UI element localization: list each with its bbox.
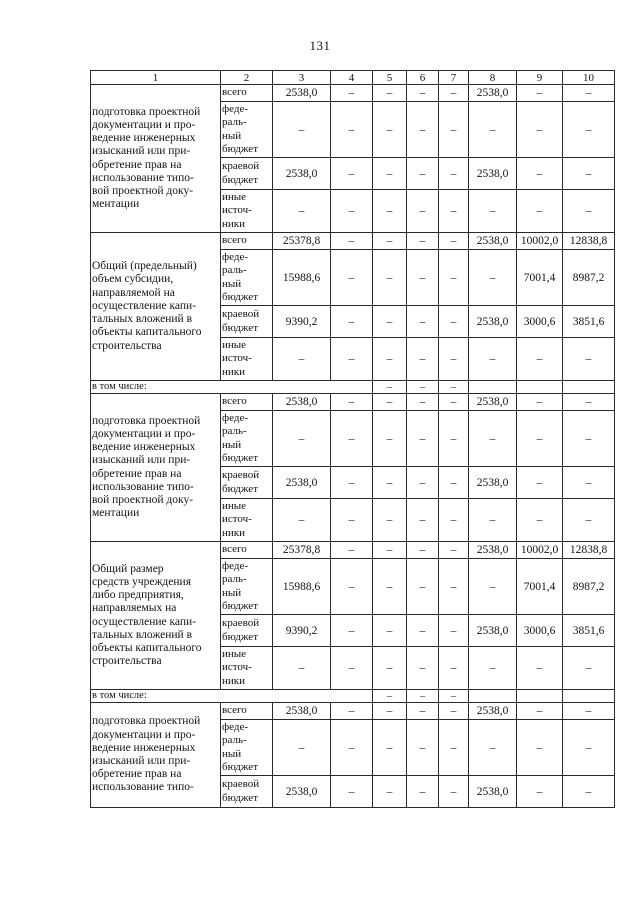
value-cell: – [407, 190, 439, 233]
value-cell: – [331, 703, 373, 720]
source-regional [221, 306, 273, 338]
value-cell: – [563, 411, 615, 467]
header-row [91, 71, 615, 85]
value-cell: – [517, 190, 563, 233]
source-label-line: бюджет [222, 760, 258, 773]
col-header: 1 [91, 71, 221, 85]
value-cell: – [373, 394, 407, 411]
value-cell: 2538,0 [273, 467, 331, 499]
table-body [91, 85, 615, 808]
col-header: 10 [563, 71, 615, 85]
value-cell: – [563, 720, 615, 776]
value-cell: 7001,4 [517, 559, 563, 615]
value-cell: – [273, 411, 331, 467]
value-cell: – [469, 411, 517, 467]
value-cell: – [407, 703, 439, 720]
value-cell: – [407, 102, 439, 158]
source-label-line: раль- [222, 264, 247, 277]
value-cell: – [469, 102, 517, 158]
source-label-line: иные [222, 648, 247, 661]
source-label-line: феде- [222, 103, 249, 116]
value-cell: – [373, 338, 407, 381]
value-cell: – [373, 411, 407, 467]
value-cell: – [439, 338, 469, 381]
source-label-line: бюджет [222, 321, 258, 334]
value-cell: – [563, 85, 615, 102]
source-regional [221, 467, 273, 499]
source-label-line: феде- [222, 251, 249, 264]
value-cell: – [517, 776, 563, 808]
value-cell: 3851,6 [563, 615, 615, 647]
description-line: строительства [92, 655, 162, 668]
value-cell: – [273, 190, 331, 233]
value-cell: 7001,4 [517, 250, 563, 306]
col-header: 7 [439, 71, 469, 85]
description-line: осуществление капи- [92, 299, 197, 312]
value-cell: – [331, 85, 373, 102]
value-cell: 15988,6 [273, 559, 331, 615]
value-cell: – [373, 703, 407, 720]
value-cell: – [517, 703, 563, 720]
value-cell: 2538,0 [469, 158, 517, 190]
description-line: Общий (предельный) [92, 260, 197, 273]
source-label-line: ный [222, 747, 242, 760]
col-header: 6 [407, 71, 439, 85]
description-line: тальных вложений в [92, 313, 193, 326]
value-cell: – [373, 250, 407, 306]
value-cell: 3000,6 [517, 306, 563, 338]
value-cell: – [407, 542, 439, 559]
value-cell: – [469, 647, 517, 690]
source-label-line: всего [222, 234, 247, 247]
source-label-line: раль- [222, 116, 247, 129]
source-total [221, 542, 273, 559]
source-federal [221, 411, 273, 467]
description-line: объекты капитального [92, 326, 202, 339]
source-label-line: бюджет [222, 451, 258, 464]
row-description [91, 703, 221, 808]
source-label-line: краевой [222, 778, 260, 791]
description-line: изысканий или при- [92, 454, 191, 467]
description-line: либо предприятия, [92, 589, 184, 602]
source-label-line: источ- [222, 352, 252, 365]
note-text: в том числе: [92, 381, 147, 392]
col-header: 2 [221, 71, 273, 85]
source-label-line: источ- [222, 204, 252, 217]
value-cell: – [407, 394, 439, 411]
source-label-line: феде- [222, 412, 249, 425]
value-cell: 2538,0 [273, 85, 331, 102]
value-cell: – [407, 499, 439, 542]
source-other [221, 499, 273, 542]
value-cell: – [373, 499, 407, 542]
note-text: в том числе: [92, 690, 147, 701]
value-cell: 2538,0 [469, 542, 517, 559]
empty-cell [563, 381, 615, 394]
value-cell: – [517, 647, 563, 690]
empty-cell: – [439, 381, 469, 394]
table-row [91, 394, 615, 411]
value-cell: – [469, 720, 517, 776]
description-line: изысканий или при- [92, 145, 191, 158]
value-cell: – [563, 190, 615, 233]
value-cell: – [563, 102, 615, 158]
value-cell: – [439, 411, 469, 467]
value-cell: – [469, 250, 517, 306]
subtotal-note-row [91, 381, 615, 394]
table-header [91, 71, 615, 85]
description-line: документации и про- [92, 728, 196, 741]
source-total [221, 85, 273, 102]
value-cell: – [331, 338, 373, 381]
empty-cell [563, 690, 615, 703]
value-cell: – [439, 703, 469, 720]
value-cell: 10002,0 [517, 233, 563, 250]
description-line: обретение прав на [92, 467, 182, 480]
description-line: документации и про- [92, 427, 196, 440]
value-cell: – [331, 720, 373, 776]
description-line: изысканий или при- [92, 755, 191, 767]
value-cell: – [373, 542, 407, 559]
description-line: ведение инженерных [92, 741, 196, 754]
empty-cell: – [407, 381, 439, 394]
source-label-line: краевой [222, 160, 260, 173]
value-cell: – [373, 158, 407, 190]
description-line: средств учреждения [92, 575, 191, 588]
col-header: 4 [331, 71, 373, 85]
source-regional [221, 776, 273, 808]
value-cell: – [331, 776, 373, 808]
value-cell: – [331, 559, 373, 615]
value-cell: – [563, 647, 615, 690]
value-cell: – [439, 394, 469, 411]
value-cell: – [439, 467, 469, 499]
description-line: документации и про- [92, 118, 196, 131]
value-cell: 3000,6 [517, 615, 563, 647]
budget-table [90, 70, 615, 808]
value-cell: – [407, 720, 439, 776]
col-header: 9 [517, 71, 563, 85]
value-cell: – [373, 647, 407, 690]
source-label-line: бюджет [222, 173, 258, 186]
value-cell: – [273, 102, 331, 158]
value-cell: – [563, 158, 615, 190]
row-description [91, 233, 221, 381]
value-cell: – [331, 102, 373, 158]
value-cell: 2538,0 [469, 233, 517, 250]
source-total [221, 394, 273, 411]
value-cell: – [373, 190, 407, 233]
description-line: использование типо- [92, 781, 194, 794]
description-line: направляемых на [92, 602, 177, 615]
value-cell: – [439, 85, 469, 102]
value-cell: – [331, 250, 373, 306]
description-line: направляемой на [92, 286, 175, 299]
value-cell: – [331, 158, 373, 190]
source-label-line: источ- [222, 513, 252, 526]
value-cell: – [273, 338, 331, 381]
description-line: Общий размер [92, 562, 164, 575]
source-federal [221, 102, 273, 158]
source-label-line: бюджет [222, 482, 258, 495]
empty-cell [517, 690, 563, 703]
source-label-line: бюджет [222, 791, 258, 804]
value-cell: 2538,0 [469, 467, 517, 499]
empty-cell [517, 381, 563, 394]
source-label-line: всего [222, 543, 247, 556]
source-label-line: ный [222, 277, 242, 290]
description-line: подготовка проектной [92, 414, 201, 427]
empty-cell [469, 381, 517, 394]
value-cell: 2538,0 [469, 776, 517, 808]
value-cell: 9390,2 [273, 306, 331, 338]
source-label-line: бюджет [222, 290, 258, 303]
description-line: ведение инженерных [92, 441, 196, 454]
value-cell: – [373, 102, 407, 158]
source-label-line: краевой [222, 617, 260, 630]
source-label-line: ный [222, 586, 242, 599]
value-cell: 2538,0 [273, 776, 331, 808]
description-line: обретение прав на [92, 768, 182, 781]
source-label-line: раль- [222, 573, 247, 586]
value-cell: – [563, 338, 615, 381]
value-cell: – [517, 411, 563, 467]
value-cell: – [563, 499, 615, 542]
description-line: вой проектной доку- [92, 184, 194, 197]
value-cell: – [407, 250, 439, 306]
description-line: подготовка проектной [92, 715, 201, 728]
description-line: вой проектной доку- [92, 493, 194, 506]
value-cell: – [331, 190, 373, 233]
value-cell: – [407, 647, 439, 690]
source-total [221, 703, 273, 720]
value-cell: – [373, 559, 407, 615]
description-line: ментации [92, 198, 140, 211]
note-cell [91, 381, 373, 394]
value-cell: – [407, 411, 439, 467]
col-header: 5 [373, 71, 407, 85]
value-cell: – [273, 647, 331, 690]
value-cell: 2538,0 [469, 703, 517, 720]
value-cell: 15988,6 [273, 250, 331, 306]
value-cell: 2538,0 [273, 158, 331, 190]
source-label-line: источ- [222, 661, 252, 674]
value-cell: – [407, 559, 439, 615]
value-cell: – [517, 467, 563, 499]
row-description [91, 542, 221, 690]
description-line: тальных вложений в [92, 628, 193, 641]
source-regional [221, 158, 273, 190]
source-label-line: феде- [222, 560, 249, 573]
source-label-line: ный [222, 129, 242, 142]
value-cell: – [331, 394, 373, 411]
value-cell: – [439, 250, 469, 306]
source-label-line: иные [222, 191, 247, 204]
value-cell: – [407, 233, 439, 250]
value-cell: – [469, 499, 517, 542]
value-cell: – [407, 85, 439, 102]
source-federal [221, 559, 273, 615]
source-label-line: краевой [222, 469, 260, 482]
subtotal-note-row [91, 690, 615, 703]
value-cell: 25378,8 [273, 542, 331, 559]
value-cell: – [439, 720, 469, 776]
table-row [91, 703, 615, 720]
value-cell: – [439, 102, 469, 158]
value-cell: – [373, 306, 407, 338]
value-cell: – [331, 499, 373, 542]
value-cell: – [273, 720, 331, 776]
value-cell: – [517, 102, 563, 158]
value-cell: 10002,0 [517, 542, 563, 559]
value-cell: 12838,8 [563, 542, 615, 559]
value-cell: – [407, 306, 439, 338]
value-cell: – [439, 158, 469, 190]
description-line: использование типо- [92, 171, 194, 184]
source-label-line: раль- [222, 734, 247, 747]
source-federal [221, 720, 273, 776]
value-cell: – [563, 703, 615, 720]
empty-cell: – [407, 690, 439, 703]
source-other [221, 647, 273, 690]
table-row [91, 542, 615, 559]
value-cell: – [373, 233, 407, 250]
source-federal [221, 250, 273, 306]
source-regional [221, 615, 273, 647]
description-line: ментации [92, 507, 140, 520]
value-cell: – [563, 394, 615, 411]
value-cell: – [407, 338, 439, 381]
source-label-line: бюджет [222, 142, 258, 155]
empty-cell: – [373, 381, 407, 394]
value-cell: – [373, 467, 407, 499]
source-label-line: бюджет [222, 630, 258, 643]
source-total [221, 233, 273, 250]
description-line: объем субсидии, [92, 273, 174, 286]
empty-cell: – [439, 690, 469, 703]
value-cell: 12838,8 [563, 233, 615, 250]
value-cell: – [407, 467, 439, 499]
page-number: 131 [309, 38, 331, 53]
value-cell: 2538,0 [273, 703, 331, 720]
value-cell: 3851,6 [563, 306, 615, 338]
value-cell: – [439, 233, 469, 250]
value-cell: – [469, 190, 517, 233]
description-line: осуществление капи- [92, 615, 197, 628]
source-other [221, 190, 273, 233]
value-cell: – [373, 720, 407, 776]
source-label-line: ники [222, 526, 246, 539]
description-line: подготовка проектной [92, 105, 201, 118]
value-cell: 2538,0 [469, 85, 517, 102]
value-cell: – [331, 615, 373, 647]
row-description [91, 85, 221, 233]
value-cell: 8987,2 [563, 250, 615, 306]
value-cell: 2538,0 [469, 615, 517, 647]
value-cell: – [517, 158, 563, 190]
source-label-line: ники [222, 365, 246, 378]
value-cell: – [331, 411, 373, 467]
table-row [91, 85, 615, 102]
note-cell [91, 690, 373, 703]
table-row [91, 233, 615, 250]
value-cell: – [439, 559, 469, 615]
value-cell: 9390,2 [273, 615, 331, 647]
value-cell: – [331, 233, 373, 250]
value-cell: – [469, 559, 517, 615]
source-label-line: всего [222, 704, 247, 717]
value-cell: – [439, 615, 469, 647]
source-label-line: ники [222, 674, 246, 687]
value-cell: – [407, 776, 439, 808]
value-cell: – [563, 776, 615, 808]
source-label-line: краевой [222, 308, 260, 321]
value-cell: – [273, 499, 331, 542]
value-cell: 25378,8 [273, 233, 331, 250]
value-cell: – [407, 615, 439, 647]
value-cell: – [373, 615, 407, 647]
source-label-line: всего [222, 86, 247, 99]
value-cell: 8987,2 [563, 559, 615, 615]
value-cell: – [331, 542, 373, 559]
value-cell: – [439, 542, 469, 559]
source-label-line: всего [222, 395, 247, 408]
source-label-line: бюджет [222, 599, 258, 612]
value-cell: – [373, 776, 407, 808]
source-label-line: раль- [222, 425, 247, 438]
source-label-line: иные [222, 500, 247, 513]
description-line: использование типо- [92, 480, 194, 493]
col-header: 3 [273, 71, 331, 85]
value-cell: – [331, 647, 373, 690]
value-cell: – [469, 338, 517, 381]
value-cell: – [439, 647, 469, 690]
source-label-line: феде- [222, 721, 249, 734]
value-cell: – [439, 499, 469, 542]
value-cell: – [517, 394, 563, 411]
value-cell: – [373, 85, 407, 102]
source-label-line: иные [222, 339, 247, 352]
source-label-line: ники [222, 217, 246, 230]
value-cell: – [331, 467, 373, 499]
value-cell: – [517, 85, 563, 102]
value-cell: – [439, 776, 469, 808]
value-cell: 2538,0 [469, 394, 517, 411]
description-line: ведение инженерных [92, 132, 196, 145]
value-cell: – [517, 338, 563, 381]
value-cell: – [331, 306, 373, 338]
value-cell: – [517, 720, 563, 776]
row-description [91, 394, 221, 542]
source-label-line: ный [222, 438, 242, 451]
col-header: 8 [469, 71, 517, 85]
description-line: объекты капитального [92, 641, 202, 654]
value-cell: 2538,0 [469, 306, 517, 338]
empty-cell: – [373, 690, 407, 703]
value-cell: – [563, 467, 615, 499]
value-cell: – [407, 158, 439, 190]
empty-cell [469, 690, 517, 703]
value-cell: – [517, 499, 563, 542]
value-cell: 2538,0 [273, 394, 331, 411]
source-other [221, 338, 273, 381]
description-line: обретение прав на [92, 158, 182, 171]
description-line: строительства [92, 339, 162, 352]
value-cell: – [439, 306, 469, 338]
value-cell: – [439, 190, 469, 233]
